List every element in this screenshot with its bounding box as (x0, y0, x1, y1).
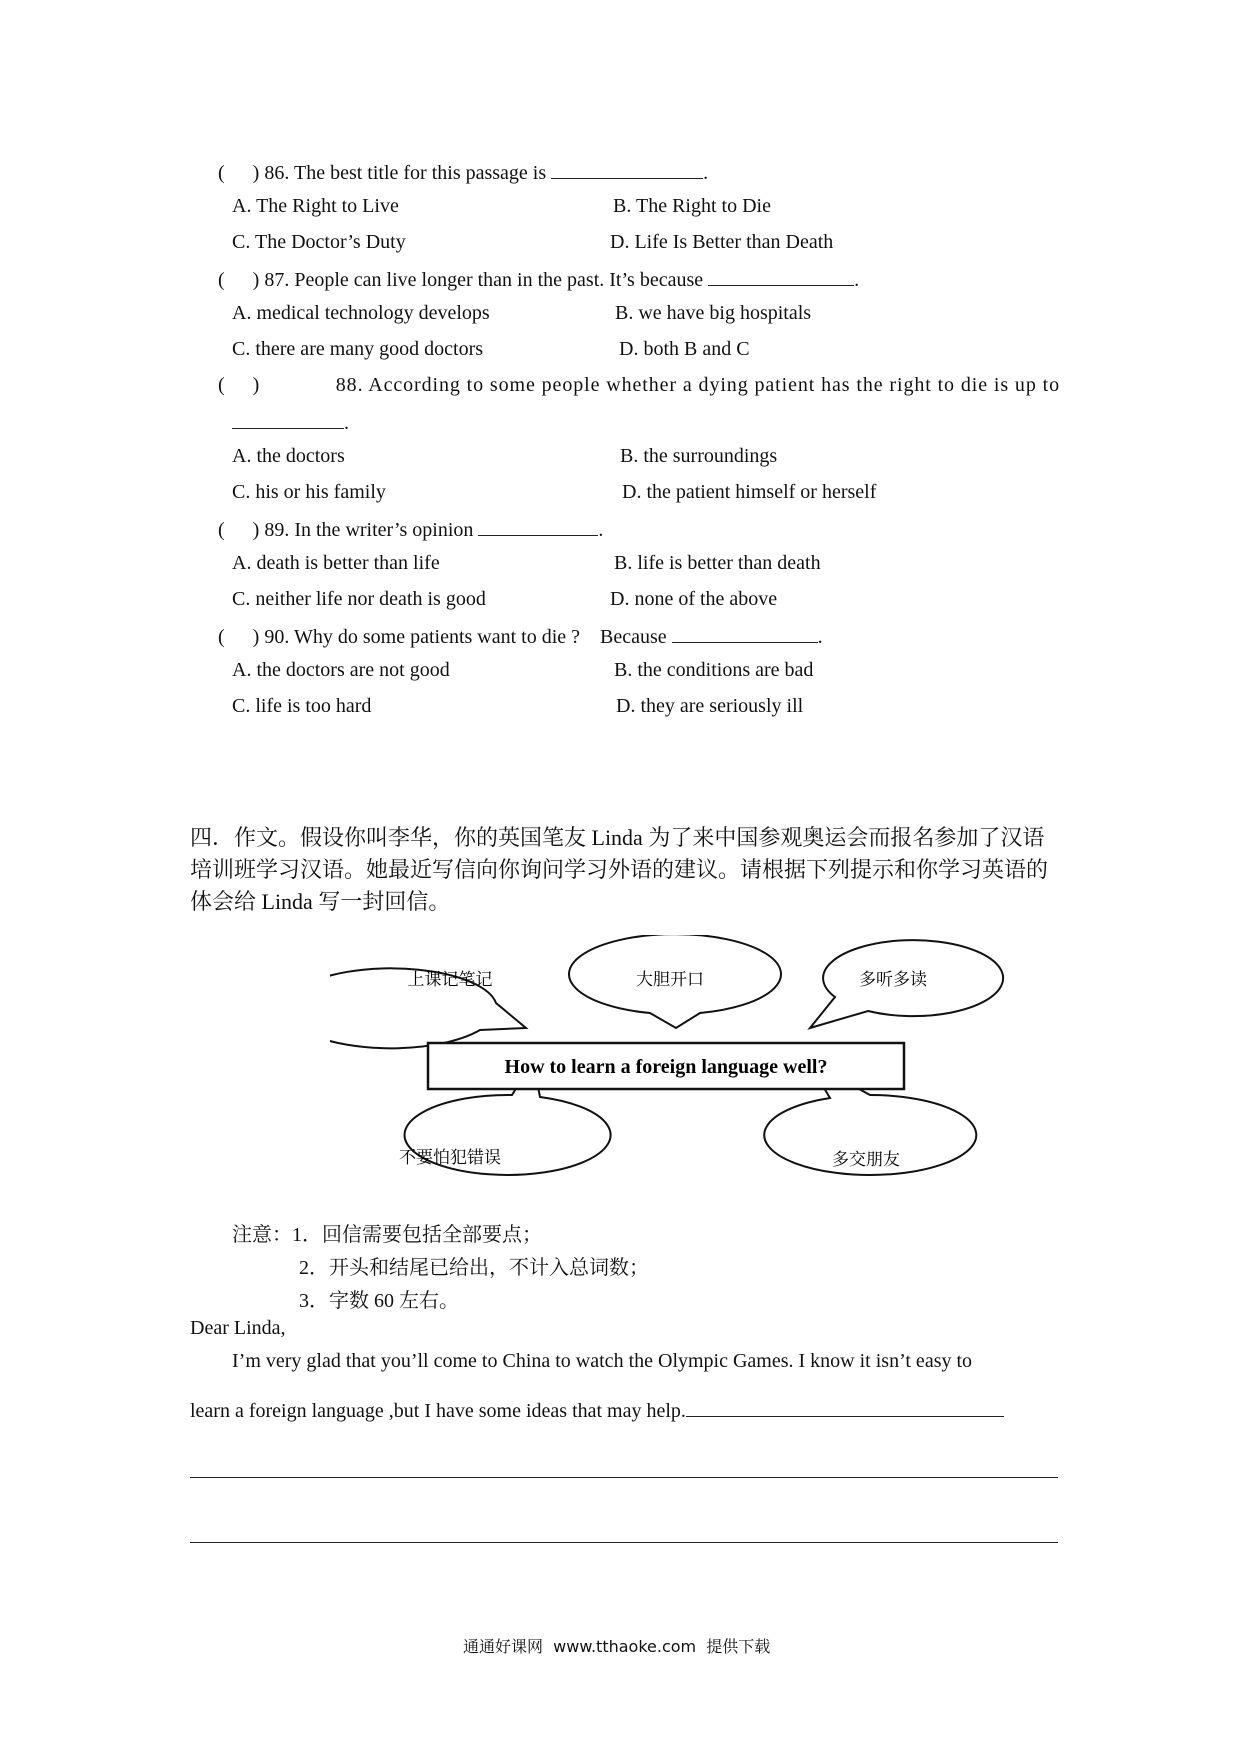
option-c: C. neither life nor death is good (232, 588, 486, 610)
option-c: C. life is too hard (232, 695, 372, 717)
option-c: C. there are many good doctors (232, 338, 484, 360)
question-88 (218, 374, 1060, 397)
option-b: B. the conditions are bad (614, 659, 814, 681)
central-topic-text: How to learn a foreign language well? (504, 1056, 828, 1078)
answer-blank[interactable] (232, 410, 344, 429)
option-b: B. the surroundings (620, 445, 778, 467)
answer-paren-close: ) (252, 519, 260, 541)
bubble-text-1: 上课记笔记 (407, 970, 493, 990)
note-item-1: 1．回信需要包括全部要点； (292, 1224, 542, 1246)
answer-paren-open: ( (218, 519, 225, 541)
answer-blank[interactable] (551, 160, 703, 179)
bubble-text-5: 多交朋友 (832, 1150, 900, 1170)
option-d: D. none of the above (610, 588, 778, 610)
option-d: D. they are seriously ill (616, 695, 804, 717)
question-88-continuation: . (232, 410, 349, 435)
question-90: ( ) 90. Why do some patients want to die ? Because . (218, 626, 823, 648)
option-a: A. medical technology develops (232, 302, 490, 324)
writing-blank[interactable] (686, 1398, 1004, 1417)
answer-paren-close: ) (252, 269, 260, 291)
option-c: C. The Doctor’s Duty (232, 231, 406, 253)
option-d: D. the patient himself or herself (622, 481, 877, 503)
question-87: ( ) 87. People can live longer than in the past. It’s because . (218, 269, 860, 291)
option-b: B. we have big hospitals (615, 302, 812, 324)
answer-paren-close: ) (252, 626, 260, 648)
bubble-text-2: 大胆开口 (636, 970, 704, 990)
question-stem: 89. In the writer’s opinion (264, 519, 474, 541)
option-a: A. the doctors are not good (232, 659, 450, 681)
option-c: C. his or his family (232, 481, 386, 503)
letter-salutation: Dear Linda, (190, 1317, 286, 1339)
answer-paren-open: ( (218, 374, 225, 396)
writing-line[interactable] (190, 1542, 1058, 1543)
question-stem: 90. Why do some patients want to die ? Because (264, 626, 667, 648)
option-a: A. the doctors (232, 445, 345, 467)
notes-label: 注意： (232, 1224, 292, 1246)
note-item-3: 3．字数 60 左右。 (299, 1290, 459, 1312)
answer-paren-open: ( (218, 162, 225, 184)
option-a: A. The Right to Live (232, 195, 399, 217)
option-d: D. both B and C (619, 338, 750, 360)
section-4-instructions: 四．作文。假设你叫李华，你的英国笔友 Linda 为了来中国参观奥运会而报名参加了汉语培训班学习汉语。她最近写信向你询问学习外语的建议。请根据下列提示和你学习英语的体会给 Linda 写一封回信。 (190, 825, 1049, 914)
answer-blank[interactable] (708, 267, 854, 286)
letter-line-2 (190, 1398, 1004, 1423)
question-stem: 88. According to some people whether a dying patient has the right to die is up to (335, 374, 1060, 396)
question-stem: 86. The best title for this passage is (264, 162, 547, 184)
option-b: B. The Right to Die (613, 195, 771, 217)
answer-paren-open: ( (218, 269, 225, 291)
letter-line-2-text: learn a foreign language ,but I have some ideas that may help. (190, 1400, 686, 1422)
answer-blank[interactable] (672, 624, 818, 643)
answer-paren-close: ) (252, 374, 260, 396)
answer-blank[interactable] (478, 517, 598, 536)
question-stem: 87. People can live longer than in the past. It’s because (264, 269, 704, 291)
option-d: D. Life Is Better than Death (610, 231, 834, 253)
answer-paren-close: ) (252, 162, 260, 184)
mind-map-diagram (330, 935, 1010, 1205)
notes (232, 1218, 542, 1247)
option-b: B. life is better than death (614, 552, 821, 574)
footer-text: 通通好课网 www.tthaoke.com 提供下载 (463, 1637, 771, 1656)
question-86: ( ) 86. The best title for this passage is . (218, 162, 709, 184)
letter-line-1: I’m very glad that you’ll come to China to watch the Olympic Games. I know it isn’t easy to (232, 1350, 973, 1372)
option-a: A. death is better than life (232, 552, 440, 574)
question-89: ( ) 89. In the writer’s opinion . (218, 519, 604, 541)
bubble-text-3: 多听多读 (859, 970, 927, 990)
writing-line[interactable] (190, 1477, 1058, 1478)
answer-paren-open: ( (218, 626, 225, 648)
bubble-text-4: 不要怕犯错误 (399, 1148, 501, 1168)
note-item-2: 2．开头和结尾已给出，不计入总词数； (299, 1257, 649, 1279)
